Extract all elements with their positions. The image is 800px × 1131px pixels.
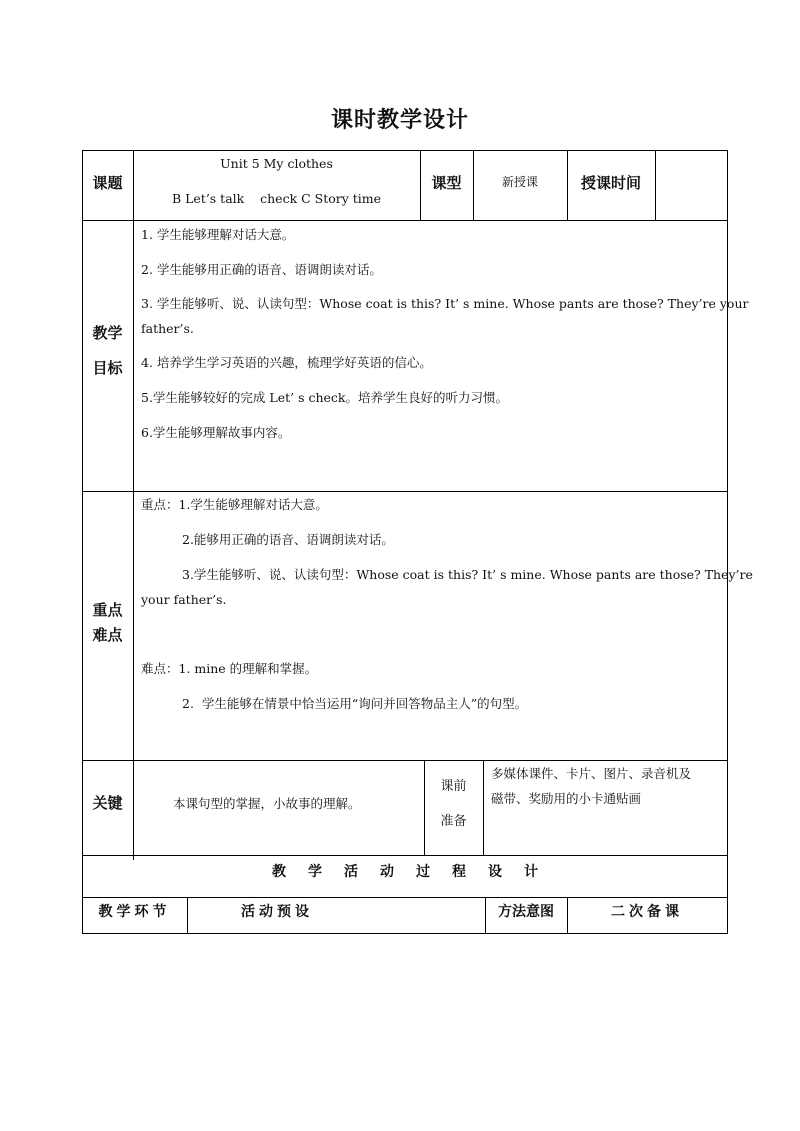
key-value: 本课句型的掌握，小故事的理解。 bbox=[173, 796, 361, 811]
prep-label-2: 准备 bbox=[440, 814, 467, 829]
col-divider bbox=[483, 760, 484, 855]
keypoints-label-2: 难点 bbox=[92, 626, 123, 644]
lesson-type-label: 课型 bbox=[431, 174, 462, 192]
objective-item: 1. 学生能够理解对话大意。 bbox=[141, 227, 295, 242]
objectives-label-1: 教学 bbox=[92, 324, 123, 342]
col-divider bbox=[424, 760, 425, 855]
keypoint-line: 重点：1.学生能够理解对话大意。 bbox=[141, 497, 328, 512]
difficulty-line: 难点：1. mine 的理解和掌握。 bbox=[141, 661, 318, 676]
keypoints-label-1: 重点 bbox=[92, 601, 123, 619]
keypoint-line: 3.学生能够听、说、认读句型：Whose coat is this? It’ s mine. Whose pants are those? They’re bbox=[182, 567, 753, 582]
difficulty-line: 2. 学生能够在情景中恰当运用“询问并回答物品主人”的句型。 bbox=[182, 696, 528, 711]
topic-line-2: B Let’s talk check C Story time bbox=[171, 191, 382, 206]
class-time-label: 授课时间 bbox=[580, 174, 641, 192]
col-divider bbox=[133, 150, 134, 860]
col-method-intent: 方法意图 bbox=[498, 904, 554, 920]
row-divider bbox=[82, 897, 728, 898]
objective-item: father’s. bbox=[141, 321, 194, 336]
col-activity-plan: 活动预设 bbox=[241, 904, 313, 920]
keypoint-line: your father’s. bbox=[141, 592, 227, 607]
row-divider bbox=[82, 760, 728, 761]
page-title: 课时教学设计 bbox=[330, 108, 469, 133]
objective-item: 6.学生能够理解故事内容。 bbox=[141, 425, 291, 440]
row-divider bbox=[82, 855, 728, 856]
topic-line-1: Unit 5 My clothes bbox=[220, 156, 333, 171]
row-divider bbox=[82, 150, 728, 151]
row-divider bbox=[82, 220, 728, 221]
keypoint-line: 2.能够用正确的语音、语调朗读对话。 bbox=[182, 532, 394, 547]
objectives-label-2: 目标 bbox=[92, 359, 123, 377]
objective-item: 2. 学生能够用正确的语音、语调朗读对话。 bbox=[141, 262, 382, 277]
topic-label: 课题 bbox=[92, 174, 123, 192]
table-border-left bbox=[82, 150, 83, 934]
lesson-type-value: 新授课 bbox=[501, 175, 538, 189]
objective-item: 5.学生能够较好的完成 Let’ s check。培养学生良好的听力习惯。 bbox=[141, 390, 508, 405]
col-second-prep: 二次备课 bbox=[611, 904, 683, 920]
prep-line-2: 磁带、奖励用的小卡通贴画 bbox=[491, 791, 642, 806]
process-header: 教学活动过程设计 bbox=[272, 864, 560, 880]
objective-item: 4. 培养学生学习英语的兴趣，梳理学好英语的信心。 bbox=[141, 355, 432, 370]
col-divider bbox=[655, 150, 656, 220]
row-divider bbox=[82, 933, 728, 934]
objective-item: 3. 学生能够听、说、认读句型：Whose coat is this? It’ s mine. Whose pants are those? They’re your bbox=[141, 296, 749, 311]
col-teaching-stage: 教学环节 bbox=[98, 904, 171, 920]
prep-label-1: 课前 bbox=[440, 779, 467, 794]
key-label: 关键 bbox=[92, 794, 123, 812]
row-divider bbox=[82, 491, 728, 492]
table-border-right bbox=[727, 150, 728, 934]
prep-line-1: 多媒体课件、卡片、图片、录音机及 bbox=[491, 766, 692, 781]
